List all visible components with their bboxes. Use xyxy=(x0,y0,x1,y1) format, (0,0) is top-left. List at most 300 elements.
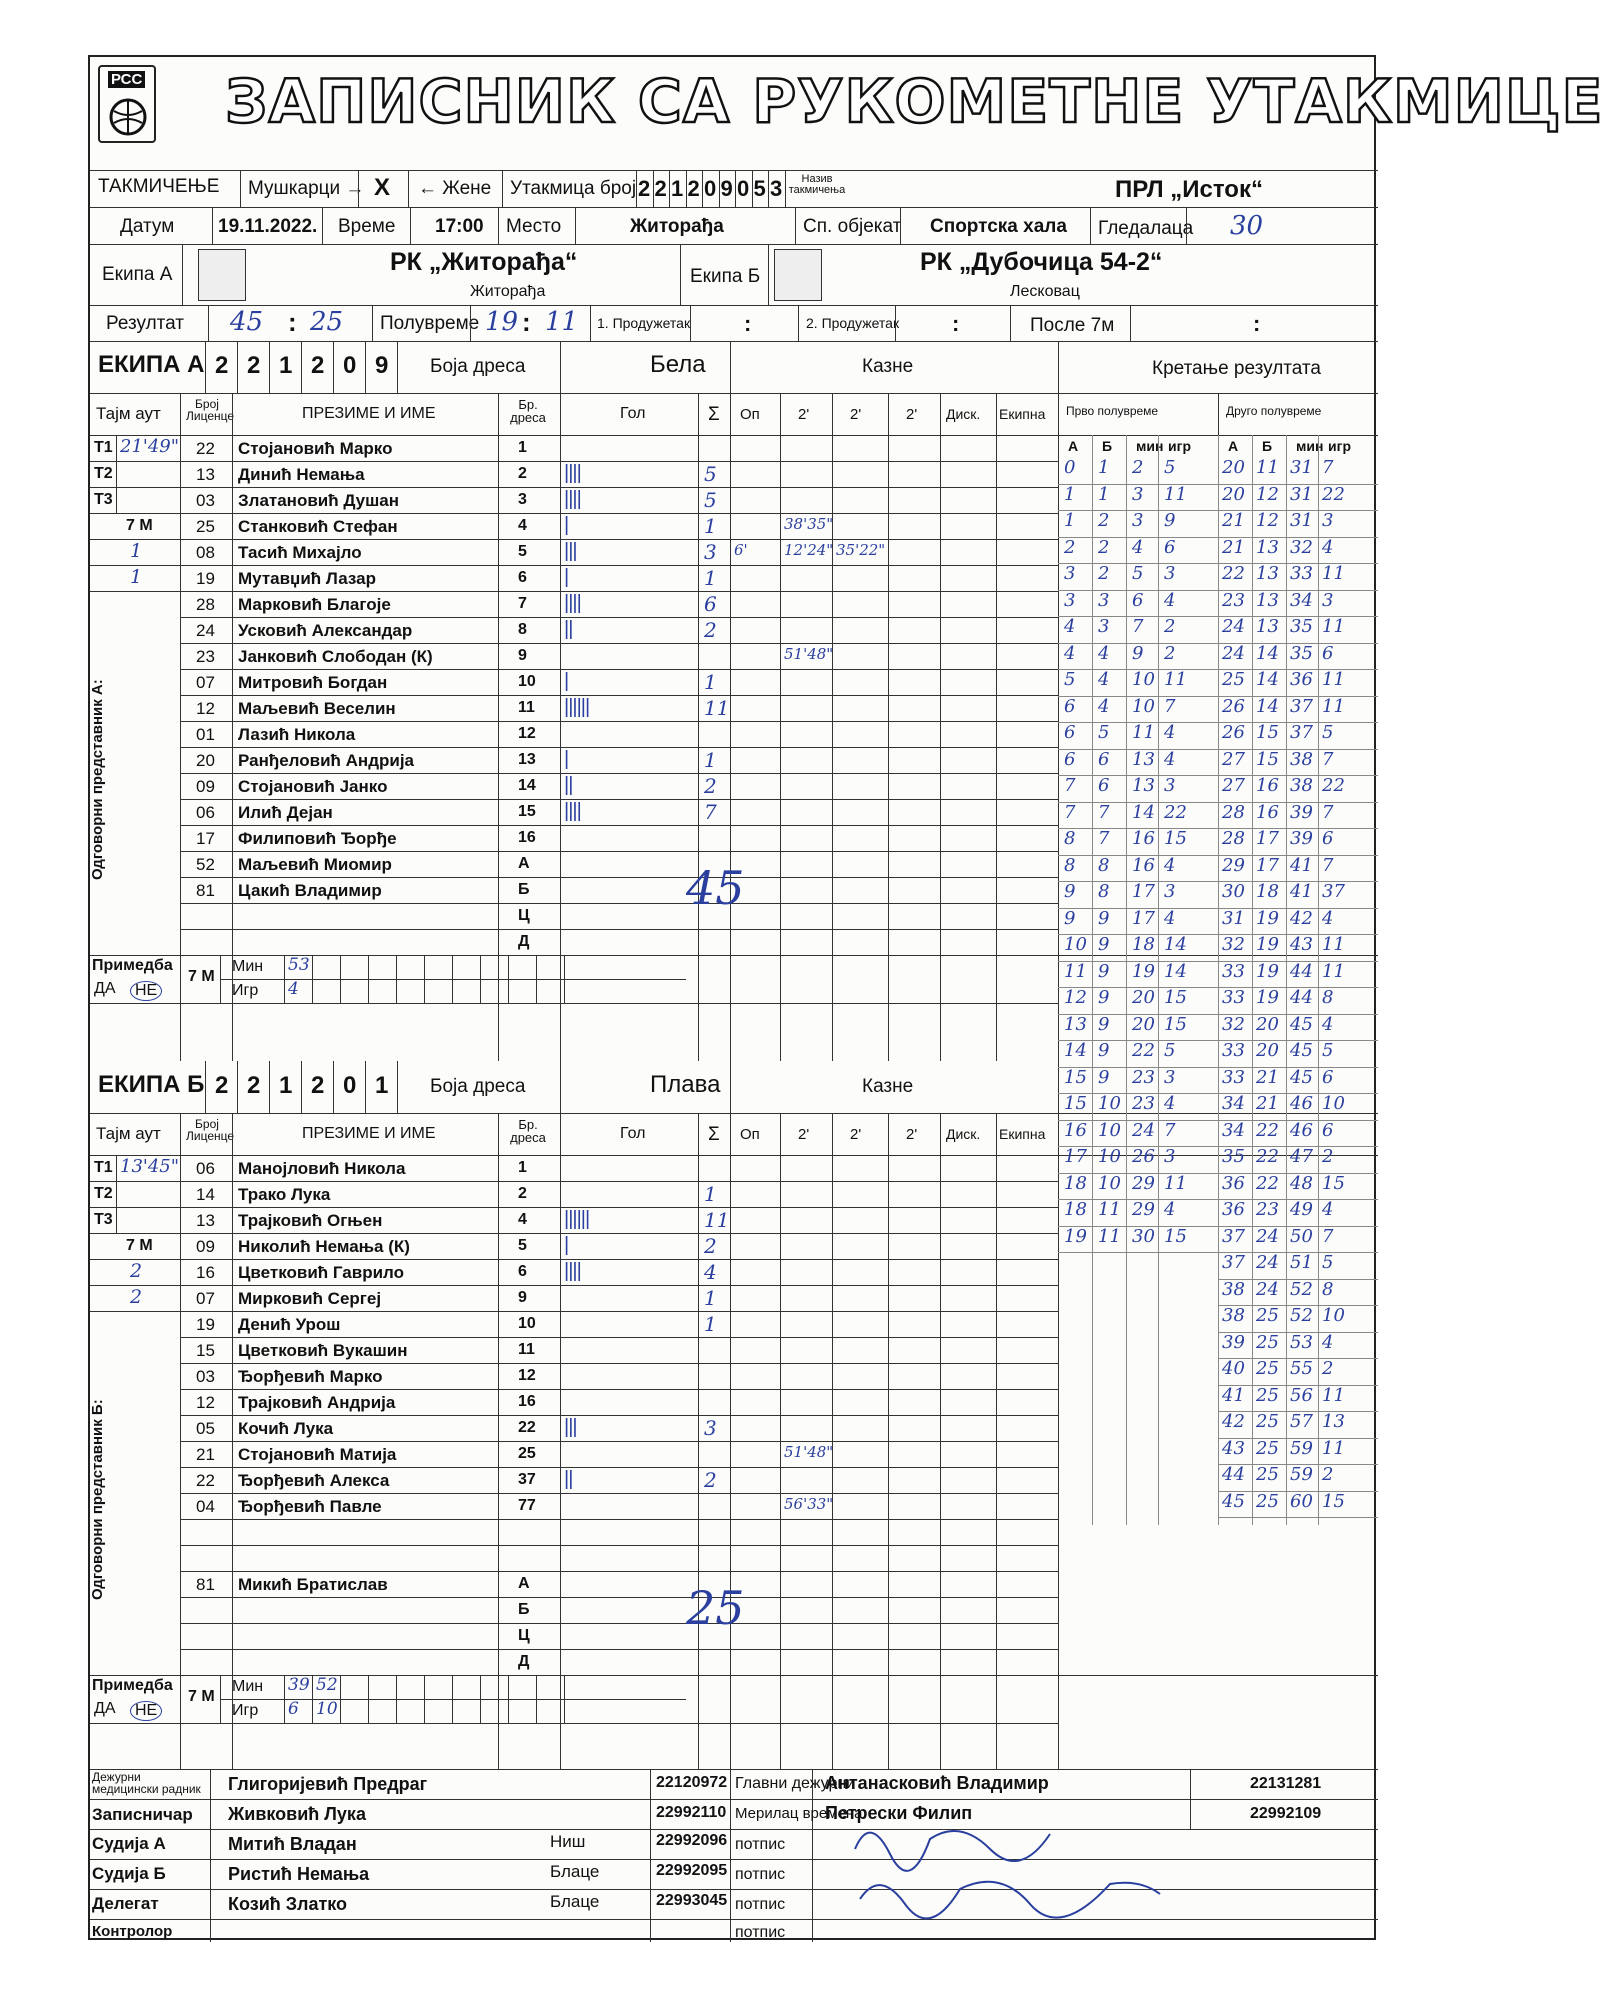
team-a-label: Екипа А xyxy=(102,264,173,285)
progress-second-cell: 24 xyxy=(1222,642,1245,664)
player-license: 14 xyxy=(196,1185,215,1204)
progress-second-cell: 11 xyxy=(1322,563,1345,584)
progress-first-cell: 13 xyxy=(1132,775,1155,796)
progress-second-cell: 11 xyxy=(1322,669,1345,690)
goal-sum: 1 xyxy=(704,514,717,538)
player-name: Усковић Александар xyxy=(238,621,413,640)
progress-second-cell: 25 xyxy=(1256,1384,1279,1406)
progress-second-cell: 15 xyxy=(1256,748,1279,770)
two-min-header: 2' xyxy=(906,406,918,423)
progress-first-cell: 7 xyxy=(1064,801,1076,823)
progress-first-cell: 17 xyxy=(1132,881,1155,902)
progress-second-cell: 24 xyxy=(1256,1252,1279,1273)
penalty-time: 12'24" xyxy=(784,541,834,559)
progress-second-cell: 59 xyxy=(1290,1437,1313,1459)
progress-second-cell: 15 xyxy=(1256,722,1279,743)
progress-second-cell: 24 xyxy=(1256,1225,1279,1247)
player-jersey-no: Б xyxy=(518,881,530,898)
goal-tally: |||| xyxy=(564,462,581,484)
timeout-t1-label: T1 xyxy=(94,1159,113,1176)
progress-second-cell: 38 xyxy=(1290,748,1313,770)
progress-first-cell: 15 xyxy=(1164,987,1187,1008)
progress-second-cell: 56 xyxy=(1290,1384,1313,1406)
progress-first-cell: 6 xyxy=(1164,536,1176,558)
player-jersey-no: Д xyxy=(518,1653,530,1670)
player-license: 03 xyxy=(196,491,215,510)
time-value: 17:00 xyxy=(435,216,484,237)
player-jersey-no: 16 xyxy=(518,829,536,846)
progress-second-cell: 20 xyxy=(1256,1040,1279,1061)
min-label: Мин xyxy=(232,958,264,975)
progress-second-cell: 34 xyxy=(1290,589,1313,611)
progress-first-cell: 23 xyxy=(1132,1093,1155,1114)
match-number-digit: 0 xyxy=(737,176,750,201)
goal-tally: |||| xyxy=(564,592,581,614)
player-license: 20 xyxy=(196,751,215,770)
progress-second-cell: 25 xyxy=(1256,1490,1279,1512)
progress-second-cell: 17 xyxy=(1256,854,1279,876)
team-a-name: РК „Житорађа“ xyxy=(390,248,578,276)
progress-first-cell: 2 xyxy=(1132,457,1144,478)
representative-label: Одговорни представник А: xyxy=(89,679,106,881)
penalty-time: 51'48" xyxy=(784,645,834,663)
seven-m-label: 7 M xyxy=(188,968,215,985)
result-b: 25 xyxy=(310,307,344,337)
medical-name: Глигоријевић Предраг xyxy=(228,1774,428,1794)
match-number-digit: 2 xyxy=(687,176,700,201)
player-license: 12 xyxy=(196,699,215,718)
team-title: ЕКИПА А xyxy=(98,351,205,378)
player-name: Кочић Лука xyxy=(238,1419,334,1438)
player-name: Маљевић Миомир xyxy=(238,855,392,874)
seven-m-player: 6 xyxy=(288,1699,299,1719)
progress-second-cell: 46 xyxy=(1290,1093,1313,1114)
progress-second-cell: 12 xyxy=(1256,483,1279,505)
progress-first-cell: 4 xyxy=(1098,695,1110,717)
progress-col-header: мин xyxy=(1296,438,1324,454)
timeout-7m-label: 7 M xyxy=(126,1237,153,1254)
progress-second-cell: 34 xyxy=(1222,1119,1245,1141)
progress-first-cell: 29 xyxy=(1132,1172,1155,1194)
progress-second-cell: 43 xyxy=(1222,1437,1245,1459)
goal-sum: 11 xyxy=(704,1208,730,1232)
progress-second-cell: 15 xyxy=(1322,1490,1345,1512)
ref_a-label: Судија А xyxy=(92,1834,166,1853)
progress-second-cell: 24 xyxy=(1256,1278,1279,1300)
progress-first-cell: 6 xyxy=(1064,695,1076,717)
player-jersey-no: А xyxy=(518,1575,530,1592)
player-license: 28 xyxy=(196,595,215,614)
progress-second-cell: 2 xyxy=(1322,1146,1334,1167)
progress-second-cell: 2 xyxy=(1322,1464,1334,1485)
progress-first-cell: 6 xyxy=(1064,722,1076,743)
progress-second-cell: 13 xyxy=(1322,1411,1345,1432)
progress-second-cell: 23 xyxy=(1222,589,1245,611)
goal-sum: 4 xyxy=(704,1260,717,1284)
goal-header: Гол xyxy=(620,405,646,422)
progress-first-cell: 29 xyxy=(1132,1199,1155,1220)
half-b: 11 xyxy=(545,307,579,337)
progress-first-cell: 3 xyxy=(1164,775,1176,796)
overtime1-label: 1. Продужетак xyxy=(597,315,691,331)
timeout-7m-value-1: 2 xyxy=(130,1260,143,1282)
progress-first-cell: 11 xyxy=(1064,960,1087,982)
progress-second-cell: 5 xyxy=(1322,1040,1334,1061)
penalty-time: 56'33" xyxy=(784,1495,834,1513)
igr-label: Игр xyxy=(232,982,259,999)
progress-first-cell: 9 xyxy=(1164,510,1176,531)
team-code-digit: 2 xyxy=(311,352,325,379)
two-min-header: 2' xyxy=(798,1126,810,1143)
remark-yes: ДА xyxy=(94,1700,116,1717)
progress-second-cell: 60 xyxy=(1290,1490,1313,1512)
progress-first-cell: 6 xyxy=(1132,589,1144,611)
progress-second-cell: 28 xyxy=(1222,828,1245,849)
player-license: 15 xyxy=(196,1341,215,1360)
player-name: Микић Братислав xyxy=(238,1575,388,1594)
team-b-city: Лесковац xyxy=(1010,283,1080,300)
progress-second-cell: 34 xyxy=(1222,1093,1245,1114)
ref_a-license: 22992096 xyxy=(656,1832,728,1849)
player-license: 22 xyxy=(196,1471,215,1490)
federation-logo xyxy=(98,65,156,143)
player-jersey-no: 5 xyxy=(518,543,527,560)
timer-license: 22992109 xyxy=(1250,1805,1322,1822)
goal-total: 25 xyxy=(686,1581,745,1635)
progress-second-cell: 27 xyxy=(1222,775,1245,796)
progress-first-cell: 4 xyxy=(1164,854,1176,876)
women-label: ← Жене xyxy=(418,178,492,199)
progress-second-cell: 22 xyxy=(1256,1146,1279,1167)
progress-second-cell: 11 xyxy=(1322,695,1345,717)
progress-first-cell: 15 xyxy=(1164,1013,1187,1035)
progress-second-cell: 33 xyxy=(1222,1066,1245,1088)
half-label: Полувреме xyxy=(380,313,480,334)
team-a-logo xyxy=(198,249,246,301)
team-code-digit: 2 xyxy=(311,1072,325,1099)
progress-first-cell: 18 xyxy=(1132,934,1155,955)
progress-second-cell: 39 xyxy=(1222,1331,1245,1353)
progress-second-cell: 37 xyxy=(1222,1252,1245,1273)
player-name: Ђорђевић Марко xyxy=(238,1367,383,1386)
progress-second-cell: 8 xyxy=(1322,1278,1334,1300)
progress-first-cell: 16 xyxy=(1132,854,1155,876)
progress-first-cell: 20 xyxy=(1132,987,1155,1008)
team-b-logo xyxy=(774,249,822,301)
progress-col-header: Б xyxy=(1102,438,1113,454)
progress-first-cell: 9 xyxy=(1064,907,1076,929)
progress-second-cell: 30 xyxy=(1222,881,1245,902)
progress-first-cell: 4 xyxy=(1064,642,1076,664)
progress-first-cell: 8 xyxy=(1064,854,1076,876)
player-name: Манојловић Никола xyxy=(238,1159,406,1178)
ref_a-city: Ниш xyxy=(550,1832,586,1851)
player-name: Тасић Михајло xyxy=(238,543,362,562)
ref_b-label: Судија Б xyxy=(92,1864,166,1883)
team-b-name: РК „Дубочица 54-2“ xyxy=(920,248,1163,276)
team-code-digit: 0 xyxy=(343,352,357,379)
player-name: Златановић Душан xyxy=(238,491,400,510)
seven-m-minute: 39 xyxy=(288,1675,310,1695)
progress-second-cell: 7 xyxy=(1322,1225,1334,1247)
name-header: ПРЕЗИМЕ И ИМЕ xyxy=(302,405,436,422)
scorer-label: Записничар xyxy=(92,1805,193,1824)
progress-first-cell: 7 xyxy=(1132,616,1144,637)
progress-second-cell: 3 xyxy=(1322,589,1334,611)
progress-second-cell: 35 xyxy=(1290,642,1313,664)
progress-first-cell: 20 xyxy=(1132,1013,1155,1035)
player-name: Стојановић Марко xyxy=(238,439,393,458)
progress-second-cell: 42 xyxy=(1290,907,1313,929)
progress-second-cell: 20 xyxy=(1222,457,1245,478)
progress-second-cell: 11 xyxy=(1256,457,1279,478)
progress-second-cell: 20 xyxy=(1256,1013,1279,1035)
player-jersey-no: 37 xyxy=(518,1471,536,1488)
progress-first-cell: 5 xyxy=(1098,722,1110,743)
sum-header: Σ xyxy=(708,1124,720,1145)
progress-first-cell: 26 xyxy=(1132,1146,1155,1167)
match-number-digit: 0 xyxy=(704,176,717,201)
progress-first-cell: 14 xyxy=(1064,1040,1087,1061)
timer-name: Петрески Филип xyxy=(825,1803,973,1823)
sum-header: Σ xyxy=(708,404,720,425)
progress-second-cell: 46 xyxy=(1290,1119,1313,1141)
progress-first-cell: 5 xyxy=(1164,1040,1176,1061)
player-license: 05 xyxy=(196,1419,215,1438)
sheet-title: ЗАПИСНИК СА РУКОМЕТНЕ УТАКМИЦЕ xyxy=(225,67,1603,137)
player-license: 19 xyxy=(196,1315,215,1334)
player-name: Лазић Никола xyxy=(238,725,356,744)
team-code-digit: 2 xyxy=(247,352,261,379)
two-min-header: 2' xyxy=(850,1126,862,1143)
team-a-city: Житорађа xyxy=(470,283,546,300)
progress-first-cell: 14 xyxy=(1132,801,1155,823)
player-license: 09 xyxy=(196,777,215,796)
progress-second-cell: 13 xyxy=(1256,616,1279,637)
player-jersey-no: 6 xyxy=(518,569,527,586)
progress-second-cell: 6 xyxy=(1322,1066,1334,1088)
progress-second-cell: 22 xyxy=(1322,483,1345,505)
progress-second-cell: 52 xyxy=(1290,1305,1313,1326)
progress-first-cell: 9 xyxy=(1064,881,1076,902)
goal-tally: || xyxy=(564,1468,573,1490)
progress-second-cell: 5 xyxy=(1322,722,1334,743)
player-jersey-no: 12 xyxy=(518,725,536,742)
progress-first-cell: 9 xyxy=(1098,934,1110,955)
progress-second-cell: 55 xyxy=(1290,1358,1313,1379)
progress-second-cell: 22 xyxy=(1256,1119,1279,1141)
player-license: 07 xyxy=(196,1289,215,1308)
player-jersey-no: 7 xyxy=(518,595,527,612)
player-jersey-no: 2 xyxy=(518,1185,527,1202)
progress-first-cell: 1 xyxy=(1098,457,1110,478)
progress-second-cell: 41 xyxy=(1290,881,1313,902)
progress-first-cell: 11 xyxy=(1164,483,1187,505)
player-license: 19 xyxy=(196,569,215,588)
scorer-name: Живковић Лука xyxy=(228,1804,366,1824)
progress-second-cell: 32 xyxy=(1290,536,1313,558)
result-colon: : xyxy=(288,307,297,337)
progress-second-cell: 31 xyxy=(1290,457,1313,478)
progress-second-cell: 21 xyxy=(1256,1093,1279,1114)
jersey-color-value: Плава xyxy=(650,1071,721,1098)
player-jersey-no: 16 xyxy=(518,1393,536,1410)
progress-second-cell: 44 xyxy=(1290,987,1313,1008)
progress-second-cell: 41 xyxy=(1290,854,1313,876)
player-license: 01 xyxy=(196,725,215,744)
penalties-label: Казне xyxy=(862,356,914,377)
player-jersey-no: 25 xyxy=(518,1445,536,1462)
progress-second-cell: 26 xyxy=(1222,722,1245,743)
delegate-label: Делегат xyxy=(92,1894,159,1913)
progress-second-cell: 31 xyxy=(1290,510,1313,531)
two-min-header: 2' xyxy=(906,1126,918,1143)
date-value: 19.11.2022. xyxy=(218,216,318,237)
progress-first-cell: 23 xyxy=(1132,1066,1155,1088)
player-license: 22 xyxy=(196,439,215,458)
player-license: 12 xyxy=(196,1393,215,1412)
progress-second-cell: 4 xyxy=(1322,536,1334,558)
men-label: Мушкарци → xyxy=(248,178,365,199)
timeout-t1-time: 13'45" xyxy=(120,1156,180,1177)
after7m-label: После 7м xyxy=(1030,315,1115,336)
op-header: Оп xyxy=(740,1126,760,1143)
progress-second-cell: 36 xyxy=(1290,669,1313,690)
progress-first-cell: 9 xyxy=(1098,987,1110,1008)
progress-first-cell: 4 xyxy=(1064,616,1076,637)
seven-m-player: 10 xyxy=(316,1699,338,1719)
player-name: Стојановић Матија xyxy=(238,1445,397,1464)
player-jersey-no: 11 xyxy=(518,699,535,716)
progress-first-cell: 8 xyxy=(1098,881,1110,902)
progress-second-cell: 3 xyxy=(1322,510,1334,531)
progress-first-cell: 13 xyxy=(1064,1013,1087,1035)
seven-m-label: 7 M xyxy=(188,1688,215,1705)
chief-name: Антанасковић Владимир xyxy=(825,1773,1049,1793)
progress-second-cell: 38 xyxy=(1290,775,1313,796)
venue-label: Сп. објекат xyxy=(803,216,902,237)
progress-first-cell: 2 xyxy=(1164,642,1176,664)
progress-second-cell: 53 xyxy=(1290,1331,1313,1353)
seven-m-player: 4 xyxy=(288,979,299,999)
player-name: Николић Немања (К) xyxy=(238,1237,410,1256)
progress-second-cell: 44 xyxy=(1290,960,1313,982)
progress-second-cell: 6 xyxy=(1322,828,1334,849)
progress-first-cell: 10 xyxy=(1132,695,1155,717)
remark-label: Примедба xyxy=(92,1677,173,1694)
progress-second-cell: 21 xyxy=(1222,510,1245,531)
team-code-digit: 2 xyxy=(215,1072,229,1099)
result-label: Резултат xyxy=(106,313,184,334)
progress-second-cell: 35 xyxy=(1290,616,1313,637)
timeout-7m-value-2: 1 xyxy=(130,566,143,588)
player-license: 06 xyxy=(196,1159,215,1178)
progress-second-cell: 19 xyxy=(1256,987,1279,1008)
score-progress-label: Кретање резултата xyxy=(1152,358,1321,379)
progress-first-cell: 10 xyxy=(1098,1093,1121,1114)
progress-first-cell: 3 xyxy=(1132,483,1144,505)
goal-sum: 1 xyxy=(704,670,717,694)
player-jersey-no: 22 xyxy=(518,1419,536,1436)
progress-first-cell: 3 xyxy=(1164,881,1176,902)
progress-first-cell: 3 xyxy=(1098,589,1110,611)
men-mark: X xyxy=(374,174,391,201)
player-name: Ђорђевић Павле xyxy=(238,1497,382,1516)
progress-first-cell: 4 xyxy=(1164,1199,1176,1220)
progress-second-cell: 57 xyxy=(1290,1411,1313,1432)
timeout-t2-label: T2 xyxy=(94,465,113,482)
progress-second-cell: 10 xyxy=(1322,1305,1345,1326)
timeout-t1-time: 21'49" xyxy=(120,436,180,457)
progress-second-cell: 25 xyxy=(1256,1437,1279,1459)
progress-second-cell: 11 xyxy=(1322,1384,1345,1406)
player-name: Цветковић Вукашин xyxy=(238,1341,408,1360)
progress-first-cell: 1 xyxy=(1098,483,1110,505)
player-license: 03 xyxy=(196,1367,215,1386)
progress-second-cell: 38 xyxy=(1222,1305,1245,1326)
progress-second-cell: 25 xyxy=(1256,1331,1279,1353)
player-jersey-no: 77 xyxy=(518,1497,536,1514)
player-name: Трајковић Андрија xyxy=(238,1393,396,1412)
jersey-no-header: Бр. дреса xyxy=(510,397,546,425)
progress-second-cell: 26 xyxy=(1222,695,1245,717)
progress-second-cell: 6 xyxy=(1322,1119,1334,1141)
player-name: Трајковић Огњен xyxy=(238,1211,383,1230)
progress-first-cell: 11 xyxy=(1098,1225,1121,1247)
match-number-digit: 3 xyxy=(770,176,783,201)
overtime2-label: 2. Продужетак xyxy=(806,315,900,331)
progress-first-cell: 11 xyxy=(1164,669,1187,690)
progress-second-cell: 44 xyxy=(1222,1464,1245,1485)
player-jersey-no: 9 xyxy=(518,647,527,664)
spectators-value: 30 xyxy=(1230,211,1264,241)
progress-second-cell: 11 xyxy=(1322,1437,1345,1459)
progress-first-cell: 3 xyxy=(1098,616,1110,637)
progress-second-cell: 36 xyxy=(1222,1199,1245,1220)
progress-first-cell: 5 xyxy=(1064,669,1076,690)
chief-label: Главни дежурни xyxy=(735,1775,856,1792)
progress-first-cell: 6 xyxy=(1098,775,1110,796)
player-name: Трако Лука xyxy=(238,1185,331,1204)
team-code-digit: 1 xyxy=(375,1072,389,1099)
progress-second-cell: 33 xyxy=(1222,1040,1245,1061)
competition-name: ПРЛ „Исток“ xyxy=(1115,176,1263,203)
progress-second-cell: 6 xyxy=(1322,642,1334,664)
progress-first-cell: 17 xyxy=(1132,907,1155,929)
penalty-time: 35'22" xyxy=(836,541,886,559)
player-jersey-no: 11 xyxy=(518,1341,535,1358)
progress-first-cell: 7 xyxy=(1164,1119,1176,1141)
controller-signature-label: потпис xyxy=(735,1924,786,1941)
progress-second-cell: 24 xyxy=(1222,616,1245,637)
goal-tally: |||| xyxy=(564,800,581,822)
remark-no: НЕ xyxy=(130,981,162,1001)
progress-second-cell: 27 xyxy=(1222,748,1245,770)
timeout-t3-label: T3 xyxy=(94,491,113,508)
player-license: 25 xyxy=(196,517,215,536)
progress-second-cell: 20 xyxy=(1222,483,1245,505)
timeout-7m-label: 7 M xyxy=(126,517,153,534)
progress-second-cell: 14 xyxy=(1256,642,1279,664)
player-license: 52 xyxy=(196,855,215,874)
spectators-label: Гледалаца xyxy=(1098,218,1194,239)
goal-sum: 1 xyxy=(704,566,717,590)
team-code-digit: 1 xyxy=(279,352,293,379)
progress-second-cell: 25 xyxy=(1256,1305,1279,1326)
progress-second-cell: 16 xyxy=(1256,775,1279,796)
progress-second-cell: 37 xyxy=(1322,881,1345,902)
progress-second-cell: 42 xyxy=(1222,1411,1245,1432)
